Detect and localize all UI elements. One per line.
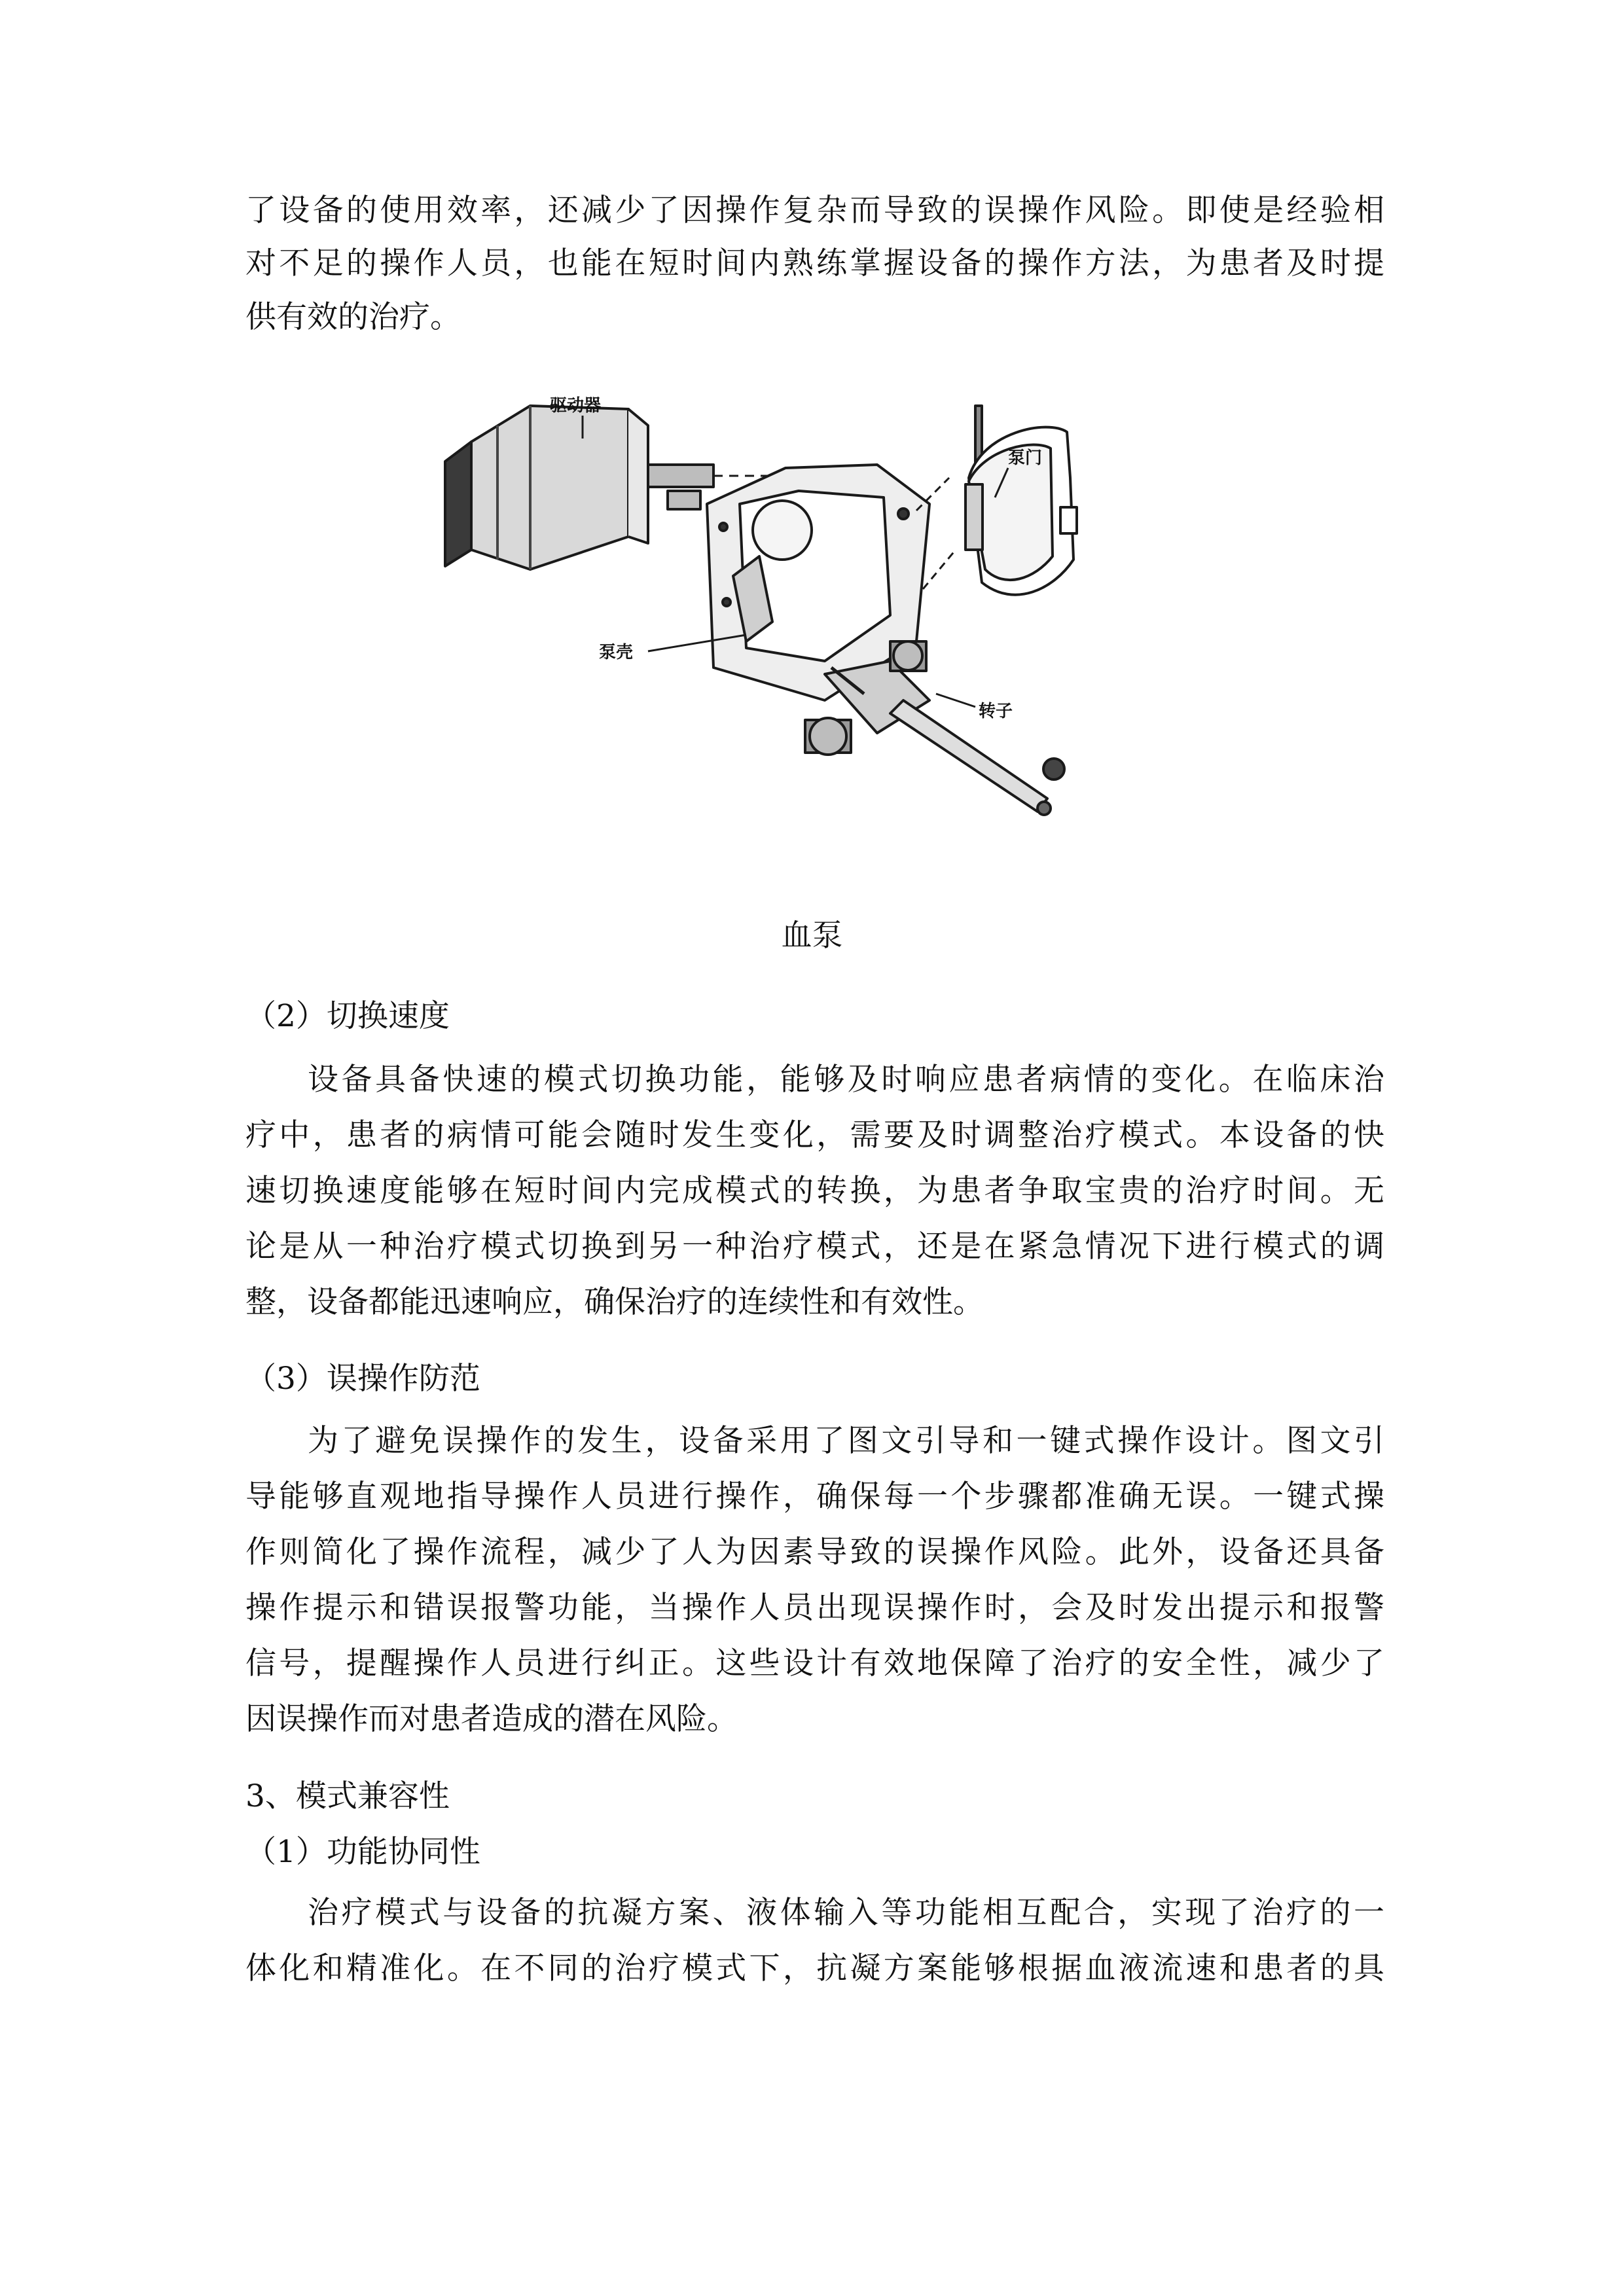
figure-caption: 血泵 <box>781 918 843 954</box>
switch-line-3: 速切换速度能够在短时间内完成模式的转换，为患者争取宝贵的治疗时间。无 <box>245 1173 1384 1209</box>
label-driver: 驱动器 <box>550 396 602 416</box>
intro-line-2: 对不足的操作人员，也能在短时间内熟练掌握设备的操作方法，为患者及时提 <box>245 245 1384 281</box>
intro-line-1: 了设备的使用效率，还减少了因操作复杂而导致的误操作风险。即使是经验相 <box>245 192 1384 228</box>
misop-line-1: 为了避免误操作的发生，设备采用了图文引导和一键式操作设计。图文引 <box>308 1423 1384 1459</box>
compat-line-1: 治疗模式与设备的抗凝方案、液体输入等功能相互配合，实现了治疗的一 <box>308 1895 1384 1931</box>
blood-pump-diagram <box>432 393 1087 890</box>
heading-mode-compat: 3、模式兼容性 <box>245 1778 450 1814</box>
shell-port-icon <box>753 501 812 560</box>
heading-misoperation: （3）误操作防范 <box>245 1361 480 1397</box>
switch-line-2: 疗中，患者的病情可能会随时发生变化，需要及时调整治疗模式。本设备的快 <box>245 1117 1384 1153</box>
motor-shaft-icon <box>648 465 713 487</box>
misop-line-2: 导能够直观地指导操作人员进行操作，确保每一个步骤都准确无误。一键式操 <box>245 1479 1384 1515</box>
switch-line-5: 整，设备都能迅速响应，确保治疗的连续性和有效性。 <box>245 1284 984 1320</box>
motor-rear-cap-icon <box>445 442 471 566</box>
switch-line-1: 设备具备快速的模式切换功能，能够及时响应患者病情的变化。在临床治 <box>308 1062 1384 1098</box>
misop-line-3: 作则简化了操作流程，减少了人为因素导致的误操作风险。此外，设备还具备 <box>245 1534 1384 1570</box>
misop-line-5: 信号，提醒操作人员进行纠正。这些设计有效地保障了治疗的安全性，减少了 <box>245 1645 1384 1681</box>
heading-function-synergy: （1）功能协同性 <box>245 1834 480 1870</box>
label-pump-shell: 泵壳 <box>599 643 634 662</box>
heading-switch-speed: （2）切换速度 <box>245 998 450 1034</box>
motor-body-icon <box>471 406 628 569</box>
label-pump-door: 泵门 <box>1008 448 1043 468</box>
misop-line-6: 因误操作而对患者造成的潜在风险。 <box>245 1701 738 1737</box>
label-rotor: 转子 <box>979 702 1013 721</box>
compat-line-2: 体化和精准化。在不同的治疗模式下，抗凝方案能够根据血液流速和患者的具 <box>245 1950 1384 1986</box>
misop-line-4: 操作提示和错误报警功能，当操作人员出现误操作时，会及时发出提示和报警 <box>245 1590 1384 1626</box>
switch-line-4: 论是从一种治疗模式切换到另一种治疗模式，还是在紧急情况下进行模式的调 <box>245 1229 1384 1265</box>
blood-pump-figure <box>432 393 1087 890</box>
intro-line-3: 供有效的治疗。 <box>245 299 461 335</box>
